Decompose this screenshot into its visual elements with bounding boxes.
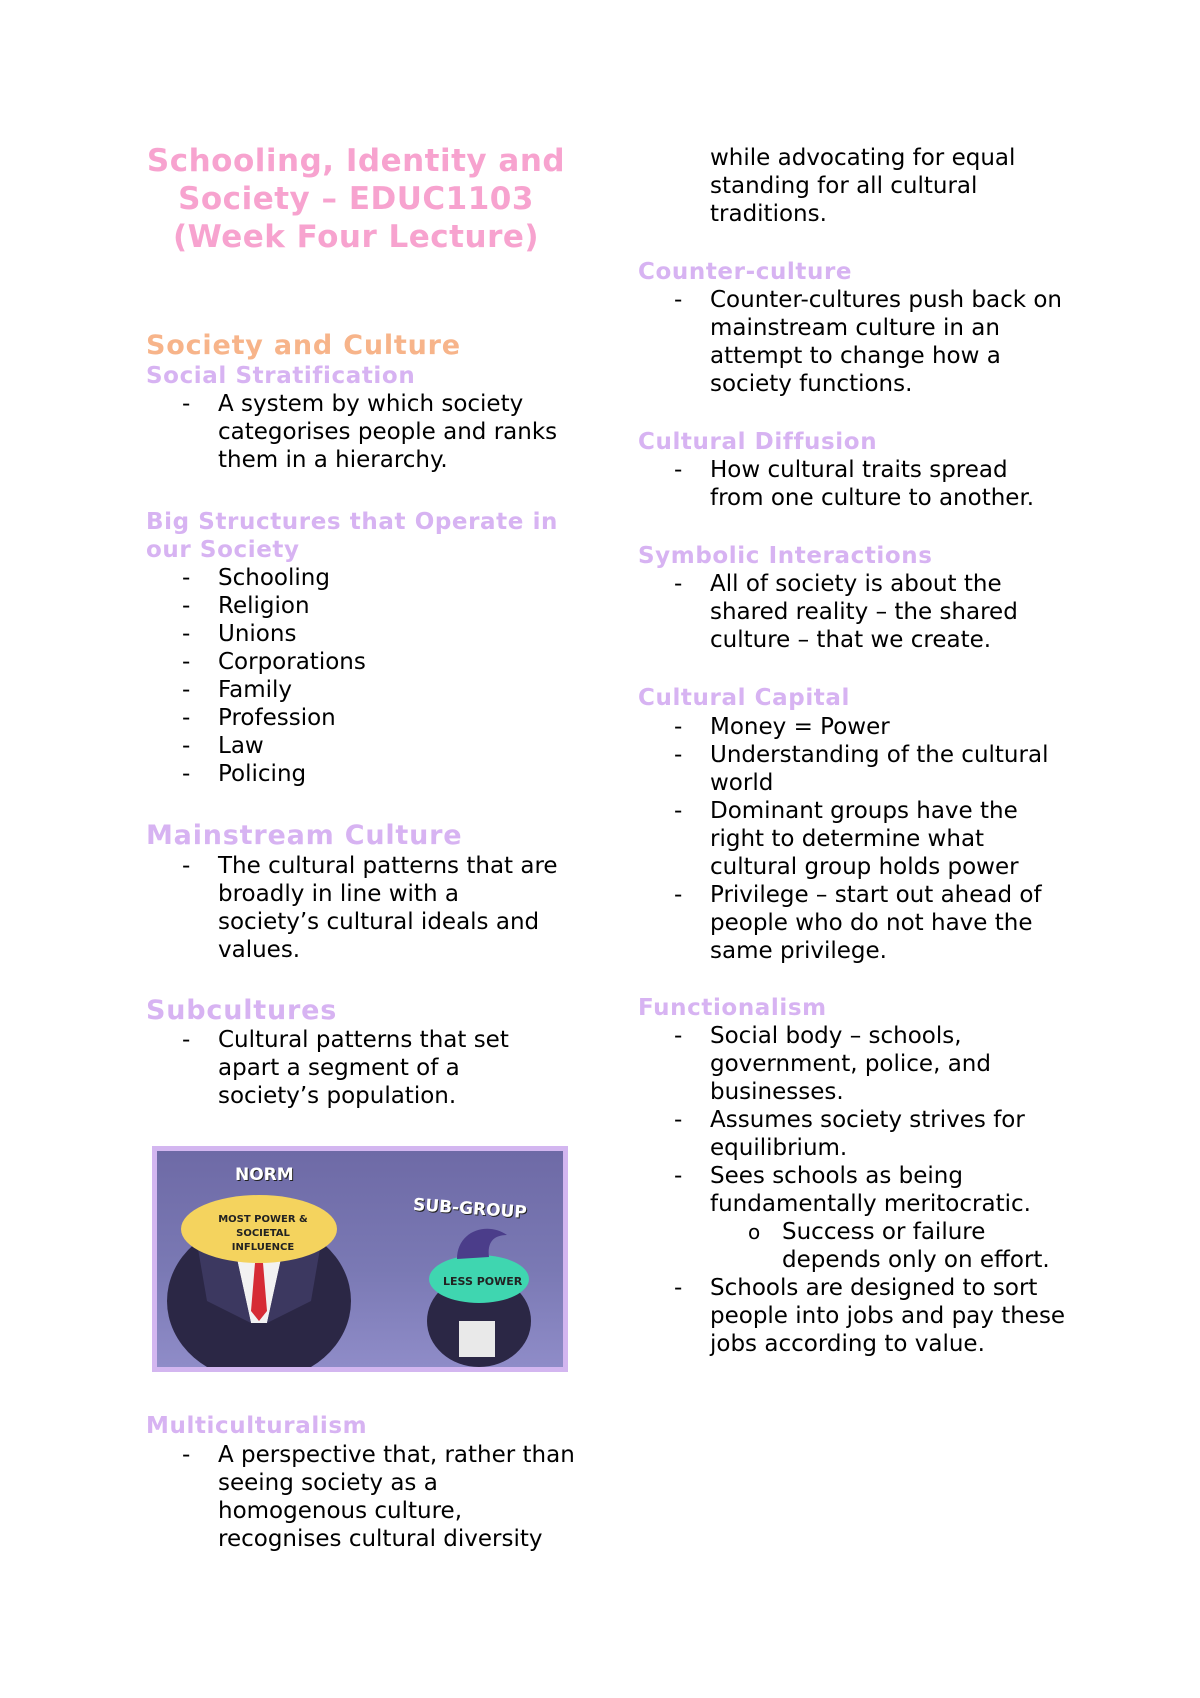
list-multiculturalism <box>146 1441 576 1553</box>
list-item: - Religion <box>146 592 566 620</box>
heading-counter-culture: Counter-culture <box>638 259 853 285</box>
list-item: - All of society is about the shared reality – the shared culture – that we create. <box>638 570 1068 654</box>
heading-cultural-capital: Cultural Capital <box>638 685 851 711</box>
list-item: - Dominant groups have the right to determine what cultural group holds power <box>638 797 1068 881</box>
list-item: - Privilege – start out ahead of people who do not have the same privilege. <box>638 881 1068 965</box>
list-functionalism <box>638 1022 1068 1358</box>
list-item: - Corporations <box>146 648 566 676</box>
figure-label-sub-group: SUB-GROUP <box>412 1195 528 1223</box>
heading-society-and-culture: Society and Culture <box>146 330 461 361</box>
heading-cultural-diffusion: Cultural Diffusion <box>638 429 878 455</box>
list-item: - Unions <box>146 620 566 648</box>
list-mainstream-culture <box>146 852 566 964</box>
sub-list-item: o Success or failure depends only on effort. <box>710 1218 1068 1274</box>
list-item: - Schooling <box>146 564 566 592</box>
heading-social-stratification: Social Stratification <box>146 363 416 389</box>
list-item: - Money = Power <box>638 713 1068 741</box>
subgroup-badge-shape <box>459 1321 495 1357</box>
list-item: - Family <box>146 676 566 704</box>
list-item: - Policing <box>146 760 566 788</box>
norm-subgroup-illustration <box>152 1146 568 1372</box>
illustration-graphic <box>157 1151 563 1367</box>
figure-label-most-power: MOST POWER & SOCIETAL INFLUENCE <box>218 1214 308 1253</box>
heading-functionalism: Functionalism <box>638 995 827 1021</box>
heading-multiculturalism: Multiculturalism <box>146 1413 368 1439</box>
list-big-structures <box>146 564 566 788</box>
list-item: - Understanding of the cultural world <box>638 741 1068 797</box>
list-item: - Cultural patterns that set apart a segment of a society’s population. <box>146 1026 566 1110</box>
list-social-stratification <box>146 390 566 474</box>
subgroup-hair-shape <box>457 1229 507 1259</box>
list-item: - Assumes society strives for equilibrium. <box>638 1106 1068 1162</box>
list-item-text: Sees schools as being fundamentally meritocratic. <box>710 1163 1031 1217</box>
list-subcultures <box>146 1026 566 1110</box>
list-cultural-diffusion <box>638 456 1068 512</box>
list-item: - Social body – schools, government, police, and businesses. <box>638 1022 1068 1106</box>
list-item: - A perspective that, rather than seeing society as a homogenous culture, recognises cultural diversity <box>146 1441 576 1553</box>
figure-label-norm: NORM <box>235 1165 294 1185</box>
list-item: - Profession <box>146 704 566 732</box>
list-item: - How cultural traits spread from one culture to another. <box>638 456 1068 512</box>
figure-label-less-power: LESS POWER <box>443 1275 523 1288</box>
heading-mainstream-culture: Mainstream Culture <box>146 820 463 851</box>
list-item <box>638 1162 1068 1274</box>
list-symbolic-interactions <box>638 570 1068 654</box>
heading-big-structures: Big Structures that Operate in our Society <box>146 509 559 563</box>
sub-list <box>710 1218 1068 1274</box>
continued-text: while advocating for equal standing for all cultural traditions. <box>710 145 1016 227</box>
heading-subcultures: Subcultures <box>146 995 338 1026</box>
list-cultural-capital <box>638 713 1068 965</box>
list-counter-culture <box>638 286 1068 398</box>
heading-symbolic-interactions: Symbolic Interactions <box>638 543 933 569</box>
list-item: - Law <box>146 732 566 760</box>
list-item: - Counter-cultures push back on mainstream culture in an attempt to change how a society functions. <box>638 286 1068 398</box>
list-item: - The cultural patterns that are broadly in line with a society’s cultural ideals and values. <box>146 852 566 964</box>
list-item: - Schools are designed to sort people into jobs and pay these jobs according to value. <box>638 1274 1068 1358</box>
list-item: - A system by which society categorises people and ranks them in a hierarchy. <box>146 390 566 474</box>
document-title: Schooling, Identity and Society – EDUC1103 (Week Four Lecture) <box>146 143 566 255</box>
